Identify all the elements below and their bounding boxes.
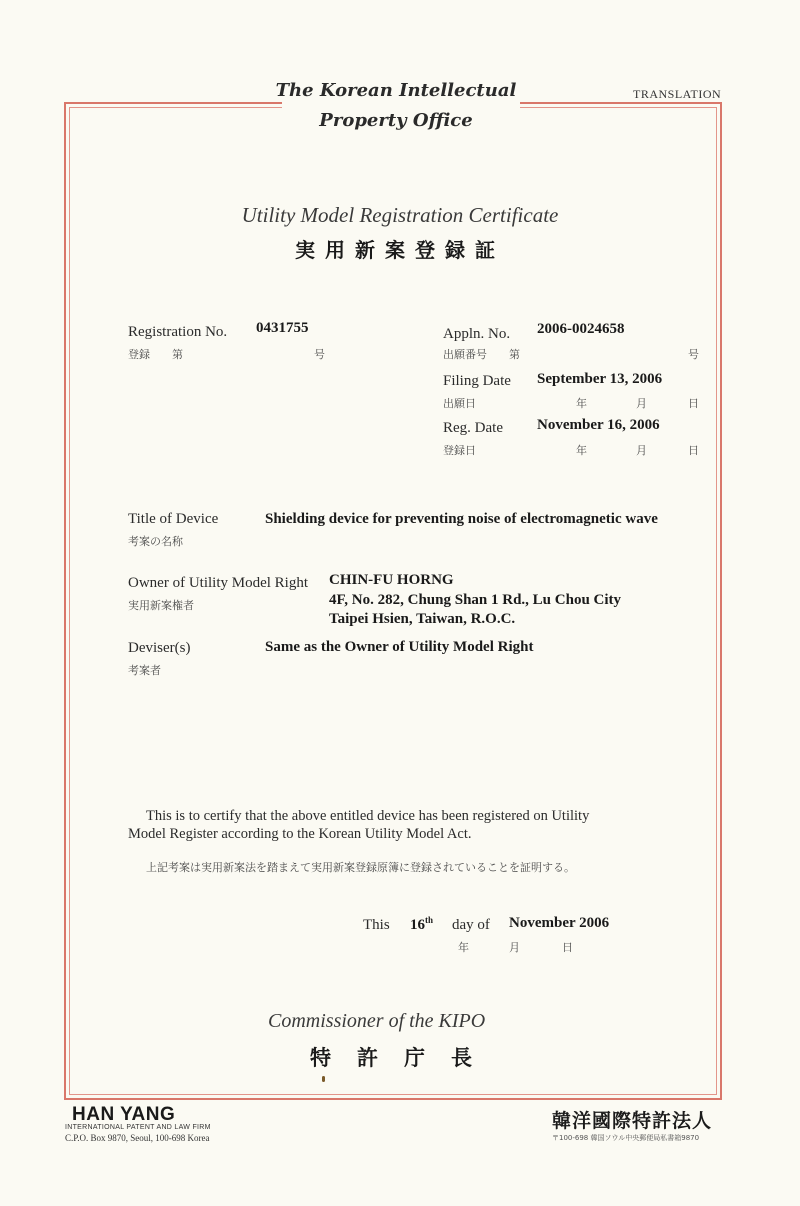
issued-day-jp: 日 xyxy=(562,941,573,954)
certification-text-line1: This is to certify that the above entitled device has been registered on Utility xyxy=(146,808,590,824)
filing-day-jp: 日 xyxy=(688,397,699,410)
firm-logo-sub: INTERNATIONAL PATENT AND LAW FIRM xyxy=(65,1124,211,1131)
filing-date-value: September 13, 2006 xyxy=(537,371,663,387)
reg-date-label-jp: 登録日 xyxy=(443,444,476,457)
reg-year-jp: 年 xyxy=(576,444,587,457)
device-label-jp: 考案の名称 xyxy=(128,535,183,548)
filing-month-jp: 月 xyxy=(636,397,647,410)
certification-text-jp: 上記考案は実用新案法を踏まえて実用新案登録原簿に登録されていることを証明する。 xyxy=(146,861,575,874)
reg-day-jp: 日 xyxy=(688,444,699,457)
commissioner-title-jp: 特許庁長 xyxy=(310,1046,498,1070)
deviser-label: Deviser(s) xyxy=(128,640,191,656)
issued-day-suffix: th xyxy=(425,915,434,925)
issued-this-label: This xyxy=(363,917,390,933)
device-title: Shielding device for preventing noise of electromagnetic wave xyxy=(265,511,658,527)
office-title-line2: Property Office xyxy=(319,110,473,131)
owner-address-line2: Taipei Hsien, Taiwan, R.O.C. xyxy=(329,611,516,627)
deviser-value: Same as the Owner of Utility Model Right xyxy=(265,639,534,655)
certification-text-line2: Model Register according to the Korean Utility Model Act. xyxy=(128,826,472,842)
translation-label: TRANSLATION xyxy=(633,87,722,101)
commissioner-title: Commissioner of the KIPO xyxy=(268,1010,486,1032)
issued-month-jp: 月 xyxy=(509,941,520,954)
owner-label-jp: 実用新案権者 xyxy=(128,599,194,612)
filing-date-label-jp: 出願日 xyxy=(443,397,476,410)
seal-mark xyxy=(322,1076,325,1082)
issued-year-jp: 年 xyxy=(458,941,469,954)
firm-address-jp: 〒100-698 韓国ソウル中央郵便局私書箱9870 xyxy=(552,1134,700,1142)
issued-day xyxy=(410,915,433,934)
owner-address-line1: 4F, No. 282, Chung Shan 1 Rd., Lu Chou City xyxy=(329,592,622,608)
reg-month-jp: 月 xyxy=(636,444,647,457)
office-title-line1: The Korean Intellectual xyxy=(275,80,517,101)
registration-number: 0431755 xyxy=(256,320,309,336)
firm-name-jp: 韓洋國際特許法人 xyxy=(552,1110,713,1132)
issued-day-of-label: day of xyxy=(452,917,490,933)
application-label: Appln. No. xyxy=(443,326,511,342)
certificate-title-jp: 実用新案登録証 xyxy=(295,238,505,262)
reg-date-value: November 16, 2006 xyxy=(537,417,660,433)
issued-day-number: 16 xyxy=(410,917,425,933)
filing-year-jp: 年 xyxy=(576,397,587,410)
deviser-label-jp: 考案者 xyxy=(128,664,161,677)
application-number: 2006-0024658 xyxy=(537,321,625,337)
device-label: Title of Device xyxy=(128,511,219,527)
owner-label: Owner of Utility Model Right xyxy=(128,575,308,591)
registration-suffix-jp: 号 xyxy=(314,348,325,361)
application-suffix-jp: 号 xyxy=(688,348,699,361)
reg-date-label: Reg. Date xyxy=(443,420,503,436)
owner-name: CHIN-FU HORNG xyxy=(329,572,454,588)
firm-logo-name: HAN YANG xyxy=(72,1104,176,1125)
filing-date-label: Filing Date xyxy=(443,373,511,389)
certificate-title-en: Utility Model Registration Certificate xyxy=(241,203,559,227)
issued-month-year: November 2006 xyxy=(509,915,610,931)
registration-label: Registration No. xyxy=(128,324,228,340)
registration-label-jp: 登録 第 xyxy=(128,348,183,361)
firm-address: C.P.O. Box 9870, Seoul, 100-698 Korea xyxy=(65,1133,210,1143)
application-label-jp: 出願番号 第 xyxy=(443,348,520,361)
